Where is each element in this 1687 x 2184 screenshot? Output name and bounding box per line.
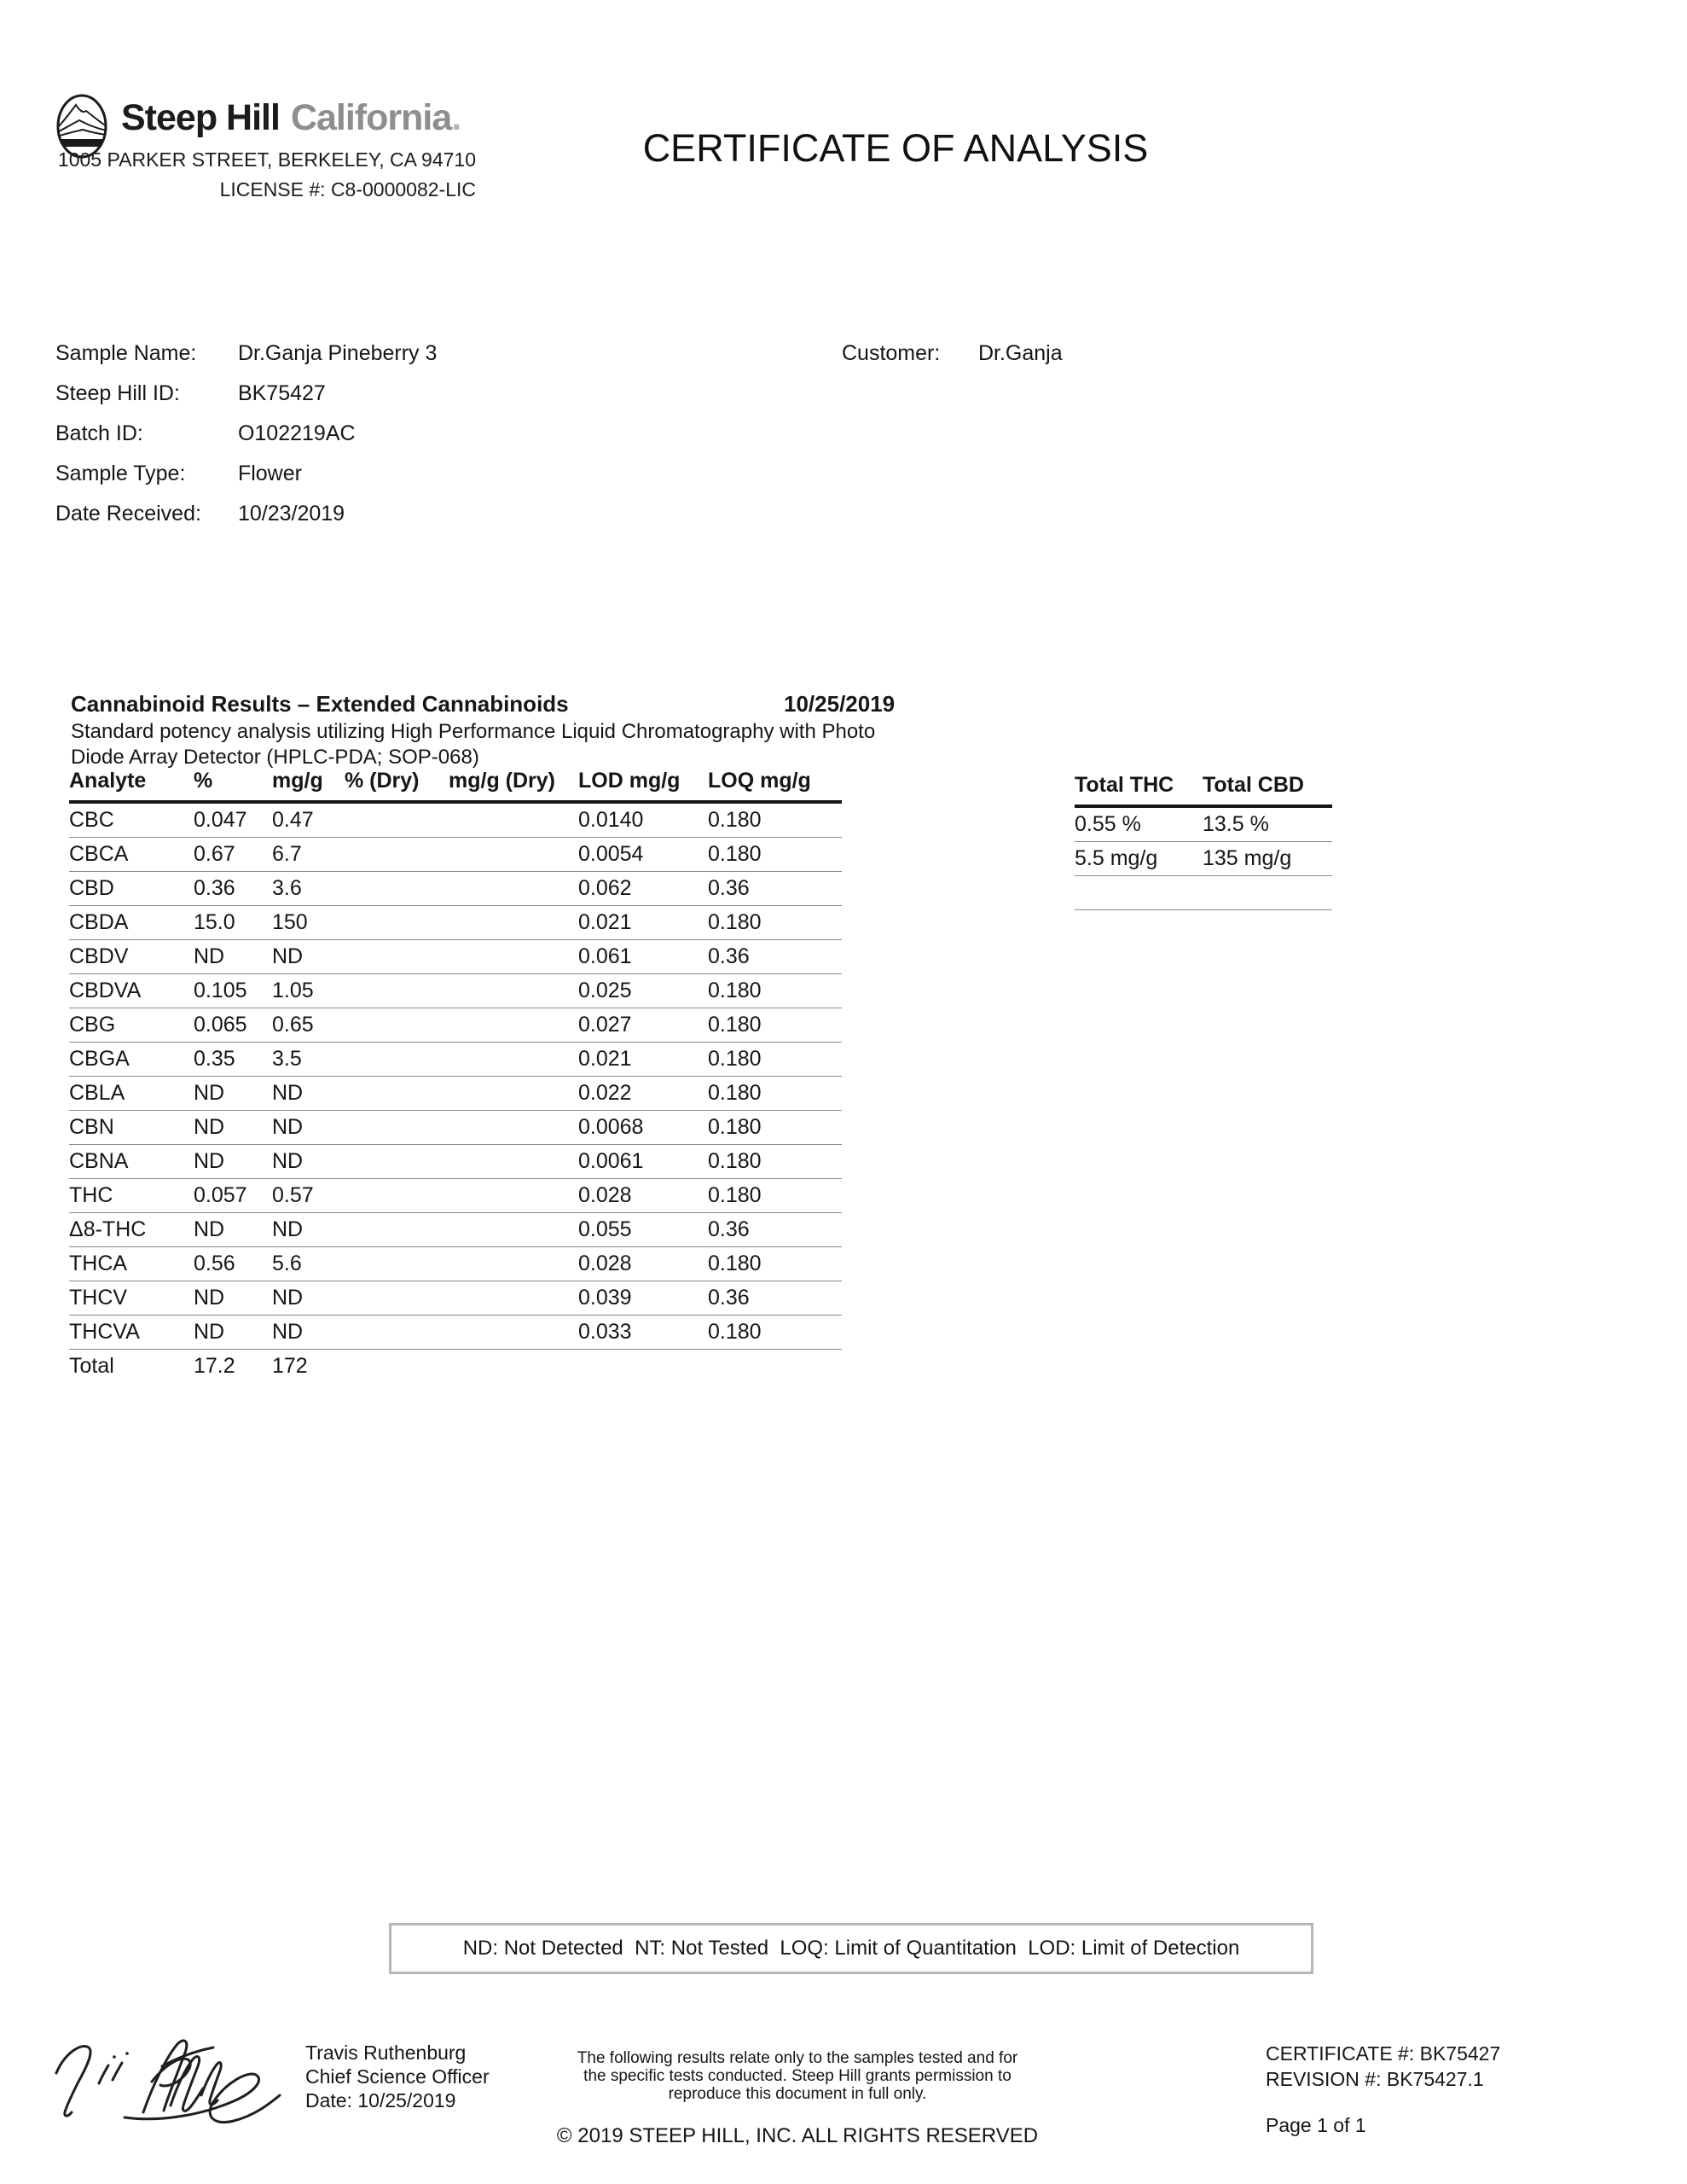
cell-analyte: Δ8-THC xyxy=(69,1213,194,1247)
cell-mgg: ND xyxy=(272,1145,345,1179)
cell-pct: 0.057 xyxy=(194,1179,272,1213)
cell-pct: 0.36 xyxy=(194,872,272,906)
cell-analyte: THCA xyxy=(69,1247,194,1281)
method-description xyxy=(71,719,958,770)
disclaimer-text xyxy=(520,2049,1075,2103)
cell-pct: ND xyxy=(194,1111,272,1145)
col-mgg: mg/g xyxy=(272,769,345,802)
cell-pct-dry xyxy=(345,1281,449,1316)
cell-lod: 0.061 xyxy=(578,940,708,974)
col-loq: LOQ mg/g xyxy=(708,769,842,802)
batch-id-row xyxy=(55,421,437,462)
signer-block xyxy=(305,2041,490,2112)
cell-pct-dry xyxy=(345,974,449,1008)
page-title: CERTIFICATE OF ANALYSIS xyxy=(642,126,1149,170)
steep-hill-id-label: Steep Hill ID: xyxy=(55,381,180,405)
cell-mgg: ND xyxy=(272,1077,345,1111)
brand-secondary: California xyxy=(290,97,452,138)
cell-lod: 0.025 xyxy=(578,974,708,1008)
date-received-label: Date Received: xyxy=(55,502,201,526)
method-line-2: Diode Array Detector (HPLC-PDA; SOP-068) xyxy=(71,746,479,769)
cell-loq: 0.36 xyxy=(708,1281,842,1316)
legend-box: ND: Not Detected NT: Not Tested LOQ: Limit of Quantitation LOD: Limit of Detection xyxy=(389,1923,1313,1974)
cell-mgg: 3.6 xyxy=(272,872,345,906)
cell-analyte: CBDA xyxy=(69,906,194,940)
date-received-row xyxy=(55,502,437,542)
customer-label: Customer: xyxy=(842,341,941,365)
cell-analyte: CBDVA xyxy=(69,974,194,1008)
cell-mgg: 1.05 xyxy=(272,974,345,1008)
cell-pct: 0.105 xyxy=(194,974,272,1008)
revision-number: REVISION #: BK75427.1 xyxy=(1266,2068,1484,2090)
cell-mgg: ND xyxy=(272,940,345,974)
cell-loq: 0.180 xyxy=(708,974,842,1008)
cell-loq: 0.180 xyxy=(708,1077,842,1111)
sample-name-value: Dr.Ganja Pineberry 3 xyxy=(237,341,438,365)
totals-empty-row xyxy=(1075,876,1332,910)
cell-loq: 0.180 xyxy=(708,1145,842,1179)
cannabinoid-results-table xyxy=(69,769,842,1383)
cell-analyte: THCVA xyxy=(69,1316,194,1350)
col-pct-dry: % (Dry) xyxy=(345,769,449,802)
cell-lod: 0.0068 xyxy=(578,1111,708,1145)
cell-pct-dry xyxy=(345,1247,449,1281)
cell-lod: 0.062 xyxy=(578,872,708,906)
cell-lod: 0.0061 xyxy=(578,1145,708,1179)
total-cbd-mgg: 135 mg/g xyxy=(1203,842,1332,876)
signer-name: Travis Ruthenburg xyxy=(305,2042,467,2064)
cell-mgg: ND xyxy=(272,1111,345,1145)
cell-analyte: CBC xyxy=(69,802,194,838)
cell-analyte: CBNA xyxy=(69,1145,194,1179)
cell-pct: ND xyxy=(194,1213,272,1247)
cell-mgg: 5.6 xyxy=(272,1247,345,1281)
method-line-1: Standard potency analysis utilizing High Performance Liquid Chromatography with Photo xyxy=(71,720,876,743)
cell-loq: 0.180 xyxy=(708,1316,842,1350)
lab-address-block xyxy=(34,145,476,205)
cell-pct-dry xyxy=(345,1077,449,1111)
date-received-value: 10/23/2019 xyxy=(237,502,345,526)
cell-pct: ND xyxy=(194,1316,272,1350)
brand-primary: Steep Hill xyxy=(121,97,280,138)
cell-pct-dry xyxy=(345,1008,449,1043)
disclaimer-line-2: the specific tests conducted. Steep Hill grants permission to xyxy=(583,2067,1012,2085)
cell-mgg-dry xyxy=(449,872,578,906)
col-analyte: Analyte xyxy=(69,769,194,802)
cell-mgg-dry xyxy=(449,1145,578,1179)
cell-mgg: 0.65 xyxy=(272,1008,345,1043)
table-row xyxy=(69,1179,842,1213)
cell-mgg-dry xyxy=(449,1281,578,1316)
table-row xyxy=(69,1111,842,1145)
steep-hill-id-row xyxy=(55,381,437,421)
cell-loq: 0.180 xyxy=(708,1043,842,1077)
col-mgg-dry: mg/g (Dry) xyxy=(449,769,578,802)
cell-loq: 0.180 xyxy=(708,1179,842,1213)
cell-lod: 0.033 xyxy=(578,1316,708,1350)
total-cbd-header: Total CBD xyxy=(1203,773,1332,806)
cell-pct-dry xyxy=(345,838,449,872)
cell-pct-dry xyxy=(345,940,449,974)
cell-loq: 0.180 xyxy=(708,1111,842,1145)
totals-summary-table xyxy=(1075,773,1332,910)
cell-mgg-dry xyxy=(449,940,578,974)
cell-mgg: 6.7 xyxy=(272,838,345,872)
cell-pct: 0.047 xyxy=(194,802,272,838)
cell-mgg: 0.57 xyxy=(272,1179,345,1213)
cell-analyte: CBGA xyxy=(69,1043,194,1077)
sample-type-value: Flower xyxy=(237,462,302,485)
cell-pct-dry xyxy=(345,906,449,940)
table-row xyxy=(69,940,842,974)
cell-loq: 0.180 xyxy=(708,1247,842,1281)
total-thc-mgg: 5.5 mg/g xyxy=(1075,842,1203,876)
total-thc-pct: 0.55 % xyxy=(1075,806,1203,842)
cell-analyte: CBD xyxy=(69,872,194,906)
cell-mgg-dry xyxy=(449,1179,578,1213)
brand-name xyxy=(121,97,461,139)
table-row xyxy=(69,1145,842,1179)
col-lod: LOD mg/g xyxy=(578,769,708,802)
cell-pct-dry xyxy=(345,872,449,906)
cell-lod: 0.055 xyxy=(578,1213,708,1247)
table-row xyxy=(69,1281,842,1316)
cell-pct-dry xyxy=(345,1316,449,1350)
cell-pct-dry xyxy=(345,1111,449,1145)
signature-image xyxy=(43,2029,294,2161)
cell-lod: 0.027 xyxy=(578,1008,708,1043)
results-date: 10/25/2019 xyxy=(784,691,896,717)
brand-suffix: . xyxy=(451,97,461,138)
total-cbd-pct: 13.5 % xyxy=(1203,806,1332,842)
sample-info-block xyxy=(55,341,437,542)
certificate-info-block xyxy=(1266,2041,1500,2092)
disclaimer-line-1: The following results relate only to the samples tested and for xyxy=(577,2049,1018,2067)
table-total-row xyxy=(69,1350,842,1384)
cell-mgg-dry xyxy=(449,1111,578,1145)
cell-mgg-dry xyxy=(449,1247,578,1281)
cell-analyte: CBDV xyxy=(69,940,194,974)
cell-pct-dry xyxy=(345,1145,449,1179)
sample-name-label: Sample Name: xyxy=(55,341,197,365)
cell-mgg-dry xyxy=(449,802,578,838)
cell-lod: 0.028 xyxy=(578,1247,708,1281)
table-row xyxy=(69,872,842,906)
cell-pct: ND xyxy=(194,1077,272,1111)
signer-date: Date: 10/25/2019 xyxy=(305,2089,456,2111)
col-pct: % xyxy=(194,769,272,802)
cell-mgg-dry xyxy=(449,1213,578,1247)
cell-mgg-dry xyxy=(449,906,578,940)
batch-id-value: O102219AC xyxy=(237,421,356,445)
cell-pct: ND xyxy=(194,940,272,974)
cell-loq: 0.36 xyxy=(708,1213,842,1247)
cell-mgg: ND xyxy=(272,1316,345,1350)
cell-loq: 0.36 xyxy=(708,940,842,974)
cell-mgg: ND xyxy=(272,1213,345,1247)
copyright-text: © 2019 STEEP HILL, INC. ALL RIGHTS RESERVED xyxy=(556,2124,1039,2147)
table-row xyxy=(69,974,842,1008)
cell-pct: 0.065 xyxy=(194,1008,272,1043)
cell-analyte: CBCA xyxy=(69,838,194,872)
cell-loq: 0.180 xyxy=(708,838,842,872)
cell-mgg-dry xyxy=(449,1077,578,1111)
cell-loq: 0.180 xyxy=(708,802,842,838)
page-number: Page 1 of 1 xyxy=(1266,2114,1366,2136)
cell-loq: 0.180 xyxy=(708,906,842,940)
cell-mgg-dry xyxy=(449,1043,578,1077)
cell-analyte: CBG xyxy=(69,1008,194,1043)
table-row xyxy=(69,1316,842,1350)
cell-loq: 0.36 xyxy=(708,872,842,906)
table-row xyxy=(69,1008,842,1043)
cell-mgg-dry xyxy=(449,974,578,1008)
signer-title: Chief Science Officer xyxy=(305,2065,490,2088)
cell-pct-dry xyxy=(345,1213,449,1247)
cell-pct: 15.0 xyxy=(194,906,272,940)
cell-loq: 0.180 xyxy=(708,1008,842,1043)
cell-lod: 0.0054 xyxy=(578,838,708,872)
cell-pct-dry xyxy=(345,1043,449,1077)
sample-name-row xyxy=(55,341,437,381)
cell-lod: 0.021 xyxy=(578,906,708,940)
cell-mgg: 0.47 xyxy=(272,802,345,838)
cell-mgg-dry xyxy=(449,1316,578,1350)
totals-mgg-row xyxy=(1075,842,1332,876)
cell-pct: ND xyxy=(194,1145,272,1179)
cell-lod: 0.039 xyxy=(578,1281,708,1316)
steep-hill-id-value: BK75427 xyxy=(237,381,326,405)
table-row xyxy=(69,1247,842,1281)
cell-lod: 0.021 xyxy=(578,1043,708,1077)
customer-value: Dr.Ganja xyxy=(977,341,1063,365)
table-row xyxy=(69,1043,842,1077)
cell-mgg: ND xyxy=(272,1281,345,1316)
disclaimer-line-3: reproduce this document in full only. xyxy=(668,2085,927,2103)
sample-type-row xyxy=(55,462,437,502)
table-row xyxy=(69,1213,842,1247)
cell-total-label: Total xyxy=(69,1354,114,1378)
totals-pct-row xyxy=(1075,806,1332,842)
table-row xyxy=(69,838,842,872)
cell-total-pct: 17.2 xyxy=(194,1354,235,1378)
cell-analyte: CBLA xyxy=(69,1077,194,1111)
lab-license: LICENSE #: C8-0000082-LIC xyxy=(219,178,476,200)
table-row xyxy=(69,802,842,838)
totals-header-row xyxy=(1075,773,1332,806)
cell-mgg: 3.5 xyxy=(272,1043,345,1077)
cell-analyte: CBN xyxy=(69,1111,194,1145)
cell-pct: 0.56 xyxy=(194,1247,272,1281)
batch-id-label: Batch ID: xyxy=(55,421,143,445)
lab-address: 1005 PARKER STREET, BERKELEY, CA 94710 xyxy=(57,148,476,171)
cell-pct: 0.67 xyxy=(194,838,272,872)
cell-total-mgg: 172 xyxy=(272,1354,308,1378)
total-thc-header: Total THC xyxy=(1075,773,1203,806)
customer-row xyxy=(842,341,1063,366)
cell-mgg-dry xyxy=(449,1008,578,1043)
cell-pct: 0.35 xyxy=(194,1043,272,1077)
cell-mgg-dry xyxy=(449,838,578,872)
cell-pct-dry xyxy=(345,1179,449,1213)
cell-analyte: THC xyxy=(69,1179,194,1213)
certificate-number: CERTIFICATE #: BK75427 xyxy=(1266,2042,1501,2065)
table-row xyxy=(69,906,842,940)
cell-lod: 0.022 xyxy=(578,1077,708,1111)
cell-pct-dry xyxy=(345,802,449,838)
table-header-row xyxy=(69,769,842,802)
table-row xyxy=(69,1077,842,1111)
cell-analyte: THCV xyxy=(69,1281,194,1316)
cell-mgg: 150 xyxy=(272,906,345,940)
cell-lod: 0.0140 xyxy=(578,802,708,838)
sample-type-label: Sample Type: xyxy=(55,462,186,485)
results-section-title: Cannabinoid Results – Extended Cannabinoids xyxy=(71,691,569,717)
cell-pct: ND xyxy=(194,1281,272,1316)
cell-lod: 0.028 xyxy=(578,1179,708,1213)
